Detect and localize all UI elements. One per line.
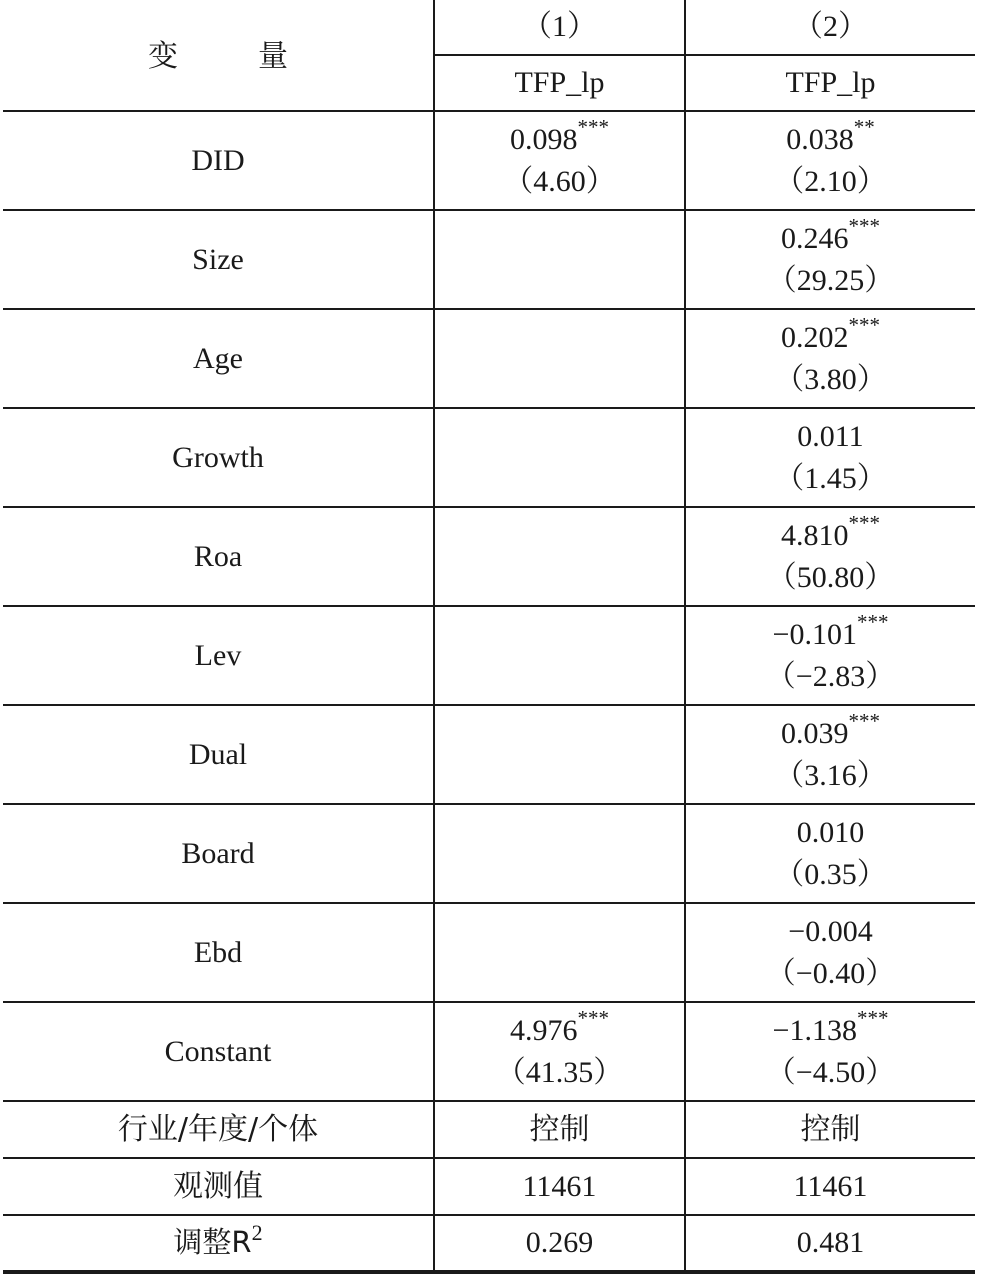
t-statistic: （29.25） <box>766 263 895 297</box>
t-statistic: （41.35） <box>495 1055 624 1089</box>
t-statistic: （−4.50） <box>765 1055 896 1089</box>
adjusted-r2-row <box>3 1215 975 1272</box>
coefficient: −0.004 <box>788 914 873 948</box>
coef-cell-c1 <box>434 606 685 705</box>
coefficient: 4.976 <box>510 1013 578 1047</box>
coef-cell-c1 <box>434 705 685 804</box>
dependent-variable-1: TFP_lp <box>434 55 685 111</box>
fixed-effects-row-label: 行业/年度/个体 <box>3 1101 434 1158</box>
coef-cell-c2 <box>685 804 975 903</box>
t-statistic: （−2.83） <box>765 659 896 693</box>
t-statistic: （−0.40） <box>765 956 896 990</box>
variable-header-char-b: 量 <box>258 39 288 74</box>
table-row <box>3 606 975 705</box>
significance-stars: *** <box>848 708 880 733</box>
significance-stars: ** <box>853 114 875 139</box>
variable-header-char-a: 变 <box>148 39 178 74</box>
significance-stars: *** <box>848 213 880 238</box>
significance-stars: *** <box>577 114 609 139</box>
coefficient: 0.010 <box>796 815 865 849</box>
significance-stars: *** <box>577 1005 609 1030</box>
coefficient: 0.098 <box>510 122 578 156</box>
coef-cell-c1 <box>434 1002 685 1101</box>
variable-name: Age <box>3 309 434 408</box>
table-row <box>3 1002 975 1101</box>
table-row <box>3 507 975 606</box>
coefficient: 0.011 <box>797 419 864 453</box>
coef-cell-c1 <box>434 804 685 903</box>
coefficient: 4.810 <box>781 518 849 552</box>
variable-name: Board <box>3 804 434 903</box>
table-row <box>3 210 975 309</box>
coef-cell-c1 <box>434 507 685 606</box>
table-row <box>3 408 975 507</box>
variable-name: Roa <box>3 507 434 606</box>
dependent-variable-2: TFP_lp <box>685 55 975 111</box>
t-statistic: （1.45） <box>774 461 887 495</box>
coefficient: 0.038 <box>786 122 854 156</box>
coef-cell-c2 <box>685 1002 975 1101</box>
table-row <box>3 309 975 408</box>
variable-name: Dual <box>3 705 434 804</box>
coef-cell-c2 <box>685 903 975 1002</box>
adjusted-r2-row-value: 0.269 <box>434 1215 685 1272</box>
r2-label-text: 调整R <box>173 1224 252 1259</box>
coef-cell-c2 <box>685 111 975 210</box>
coef-cell-c1 <box>434 309 685 408</box>
regression-table <box>3 0 975 1274</box>
coefficient: −0.101 <box>772 617 857 651</box>
t-statistic: （50.80） <box>766 560 895 594</box>
variable-name: Lev <box>3 606 434 705</box>
coef-cell-c1 <box>434 210 685 309</box>
table-row <box>3 111 975 210</box>
variable-name: DID <box>3 111 434 210</box>
significance-stars: *** <box>848 312 880 337</box>
observations-row-value: 11461 <box>685 1158 975 1215</box>
coef-cell-c2 <box>685 408 975 507</box>
column-number-1: （1） <box>434 0 685 55</box>
coefficient: 0.039 <box>781 716 849 750</box>
coef-cell-c1 <box>434 903 685 1002</box>
coef-cell-c2 <box>685 309 975 408</box>
coefficient: −1.138 <box>772 1013 857 1047</box>
variable-name: Constant <box>3 1002 434 1101</box>
table-row <box>3 903 975 1002</box>
fixed-effects-row-value: 控制 <box>685 1101 975 1158</box>
adjusted-r2-row-value: 0.481 <box>685 1215 975 1272</box>
coef-cell-c2 <box>685 606 975 705</box>
t-statistic: （3.80） <box>774 362 887 396</box>
t-statistic: （2.10） <box>774 164 887 198</box>
t-statistic: （4.60） <box>503 164 616 198</box>
significance-stars: *** <box>856 1005 889 1030</box>
coef-cell-c2 <box>685 705 975 804</box>
table-row <box>3 705 975 804</box>
t-statistic: （3.16） <box>774 758 887 792</box>
significance-stars: *** <box>848 510 880 535</box>
coefficient: 0.246 <box>781 221 849 255</box>
coef-cell-c1 <box>434 408 685 507</box>
observations-row-label: 观测值 <box>3 1158 434 1215</box>
variable-name: Ebd <box>3 903 434 1002</box>
significance-stars: *** <box>856 609 889 634</box>
variable-name: Growth <box>3 408 434 507</box>
coef-cell-c2 <box>685 210 975 309</box>
coef-cell-c2 <box>685 507 975 606</box>
table-row <box>3 804 975 903</box>
coef-cell-c1 <box>434 111 685 210</box>
column-number-2: （2） <box>685 0 975 55</box>
observations-row <box>3 1158 975 1215</box>
observations-row-value: 11461 <box>434 1158 685 1215</box>
fixed-effects-row <box>3 1101 975 1158</box>
variable-header <box>3 0 434 111</box>
variable-name: Size <box>3 210 434 309</box>
coefficient: 0.202 <box>781 320 849 354</box>
fixed-effects-row-value: 控制 <box>434 1101 685 1158</box>
adjusted-r2-row-label <box>3 1215 434 1272</box>
t-statistic: （0.35） <box>774 857 887 891</box>
r2-superscript: 2 <box>251 1219 263 1245</box>
